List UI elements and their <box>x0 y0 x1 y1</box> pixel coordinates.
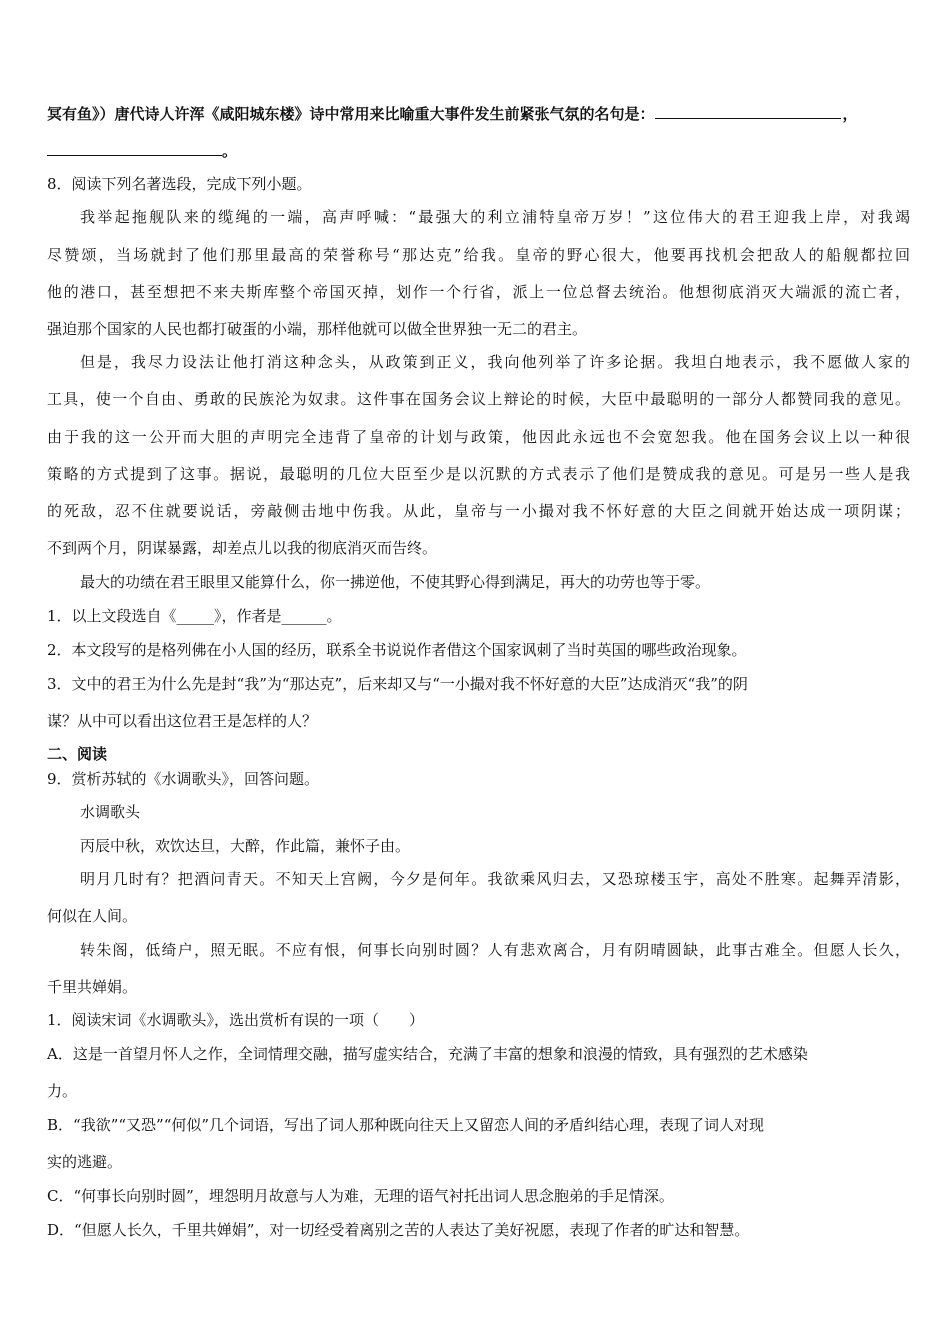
poem-title: 水调歌头 <box>80 803 141 821</box>
q8-p1-line4: 强迫那个国家的人民也都打破蛋的小端，那样他就可以做全世界独一无二的君主。 <box>47 320 588 338</box>
q8-p2-line6: 不到两个月，阴谋暴露，却差点儿以我的彻底消灭而告终。 <box>47 539 438 557</box>
option-b-line2: 实的逃避。 <box>47 1153 123 1171</box>
poem-preface: 丙辰中秋，欢饮达旦，大醉，作此篇，兼怀子由。 <box>80 837 411 855</box>
answer-blank-1[interactable] <box>655 104 841 119</box>
option-c: C．“何事长向别时圆”，埋怨明月故意与人为难，无理的语气衬托出词人思念胞弟的手足情深。 <box>47 1187 674 1205</box>
q8-sub3-line1: 3．文中的君王为什么先是封“我”为“那达克”，后来却又与“一小撮对我不怀好意的大臣”达成消灭“我”的阴 <box>47 675 748 693</box>
q8-p1-line3: 他的港口，甚至想把不来夫斯库整个帝国灭掉，划作一个行省，派上一位总督去统治。他想彻底消灭大端派的流亡者， <box>47 283 910 301</box>
top-fill-line-2 <box>47 141 237 161</box>
q8-sub3-line2: 谋？从中可以看出这位君王是怎样的人？ <box>47 712 318 730</box>
top-period: 。 <box>222 142 238 160</box>
q9-intro: 9．赏析苏轼的《水调歌头》，回答问题。 <box>47 770 320 788</box>
q8-p2-line4: 策略的方式提到了这事。据说，最聪明的几位大臣至少是以沉默的方式表示了他们是赞成我的意见。可是另一些人是我 <box>47 465 910 483</box>
q8-p1-line2: 尽赞颂，当场就封了他们那里最高的荣誉称号“那达克”给我。皇帝的野心很大，他要再找机会把敌人的船舰都拉回 <box>47 246 910 264</box>
q8-sub2: 2．本文段写的是格列佛在小人国的经历，联系全书说说作者借这个国家讽刺了当时英国的哪些政治现象。 <box>47 641 747 659</box>
q8-intro: 8．阅读下列名著选段，完成下列小题。 <box>47 175 312 193</box>
top-question-text: 冥有鱼》）唐代诗人许浑《咸阳城东楼》诗中常用来比喻重大事件发生前紧张气氛的名句是： <box>47 105 655 123</box>
top-fill-line <box>47 104 858 124</box>
poem-stanza2-line2: 千里共婵娟。 <box>47 978 138 996</box>
q8-sub1: 1．以上文段选自《_____》，作者是______。 <box>47 607 342 625</box>
section-heading: 二、阅读 <box>47 745 108 763</box>
option-d: D．“但愿人长久，千里共婵娟”，对一切经受着离别之苦的人表达了美好祝愿，表现了作者的旷达和智慧。 <box>47 1221 750 1239</box>
q8-p2-line5: 的死敌，忍不住就要说话，旁敲侧击地中伤我。从此，皇帝与一小撮对我不怀好意的大臣之间就开始达成一项阴谋； <box>47 502 910 520</box>
option-b-line1: B．“我欲”“又恐”“何似”几个词语，写出了词人那种既向往天上又留恋人间的矛盾纠结心理，表现了词人对现 <box>47 1116 765 1134</box>
answer-blank-2[interactable] <box>47 141 222 156</box>
poem-stanza1-line2: 何似在人间。 <box>47 907 138 925</box>
option-a-line2: 力。 <box>47 1082 78 1100</box>
q8-p2-line1: 但是，我尽力设法让他打消这种念头，从政策到正义，我向他列举了许多论据。我坦白地表示，我不愿做人家的 <box>80 353 910 371</box>
q9-sub1: 1．阅读宋词《水调歌头》，选出赏析有误的一项（ ） <box>47 1011 425 1029</box>
q8-p3: 最大的功绩在君王眼里又能算什么，你一拂逆他，不使其野心得到满足，再大的功劳也等于零。 <box>80 573 711 591</box>
top-comma: ， <box>842 105 858 123</box>
q8-p2-line2: 工具，使一个自由、勇敢的民族沦为奴隶。这件事在国务会议上辩论的时候，大臣中最聪明的一部分人都赞同我的意见。 <box>47 390 910 408</box>
q8-p1-line1: 我举起拖舰队来的缆绳的一端，高声呼喊：“最强大的利立浦特皇帝万岁！”这位伟大的君王迎我上岸，对我竭 <box>80 208 910 226</box>
poem-stanza1-line1: 明月几时有？把酒问青天。不知天上宫阙，今夕是何年。我欲乘风归去，又恐琼楼玉宇，高处不胜寒。起舞弄清影， <box>80 870 910 888</box>
poem-stanza2-line1: 转朱阁，低绮户，照无眠。不应有恨，何事长向别时圆？人有悲欢离合，月有阴晴圆缺，此事古难全。但愿人长久， <box>80 941 910 959</box>
option-a-line1: A．这是一首望月怀人之作，全词情理交融，描写虚实结合，充满了丰富的想象和浪漫的情致，具有强烈的艺术感染 <box>47 1045 808 1063</box>
q8-p2-line3: 由于我的这一公开而大胆的声明完全违背了皇帝的计划与政策，他因此永远也不会宽恕我。他在国务会议上以一种很 <box>47 428 910 446</box>
